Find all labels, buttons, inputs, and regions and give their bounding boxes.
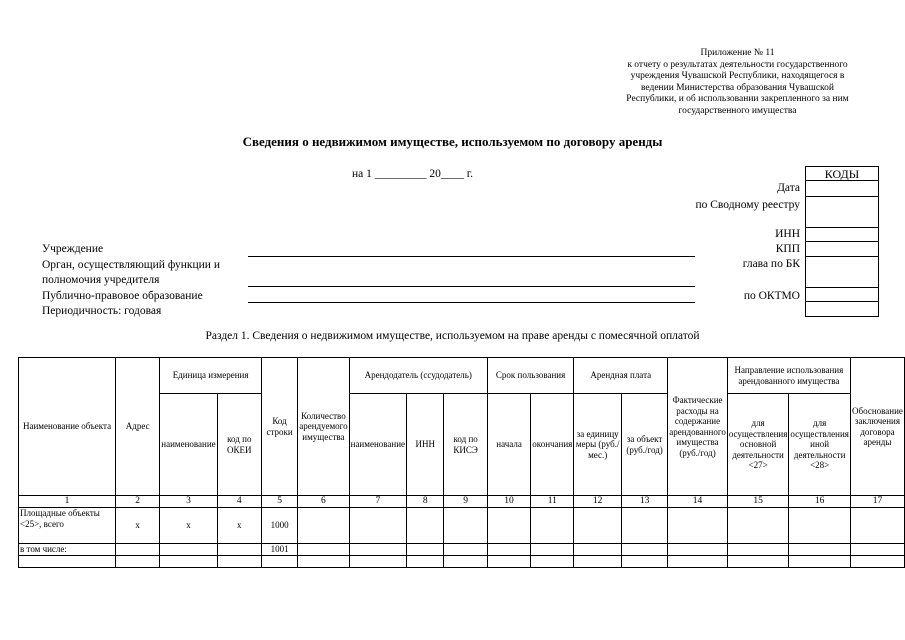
data-cell[interactable] bbox=[727, 508, 789, 544]
row-address bbox=[116, 544, 160, 556]
section-title: Раздел 1. Сведения о недвижимом имуществе, используемом на праве аренды с помесячной оплатой bbox=[205, 330, 700, 342]
header-rent-object: за объект (руб./год) bbox=[622, 394, 668, 496]
data-cell[interactable] bbox=[727, 544, 789, 556]
column-number: 13 bbox=[622, 496, 668, 508]
row-address bbox=[116, 556, 160, 568]
row-name: Площадные объекты <25>, всего bbox=[19, 508, 116, 544]
row-okei bbox=[217, 544, 261, 556]
label-periodicity: Периодичность: годовая bbox=[42, 305, 162, 317]
header-row-code: Код строки bbox=[261, 358, 297, 496]
label-kpp: КПП bbox=[775, 243, 800, 255]
report-date-line: на 1 _________ 20____ г. bbox=[352, 168, 474, 180]
data-cell[interactable] bbox=[349, 508, 406, 544]
header-basis: Обоснование заключения договора аренды bbox=[850, 358, 904, 496]
codes-box bbox=[805, 166, 879, 317]
data-cell[interactable] bbox=[727, 556, 789, 568]
label-date: Дата bbox=[777, 182, 800, 194]
column-number: 14 bbox=[668, 496, 728, 508]
header-name: Наименование объекта bbox=[19, 358, 116, 496]
data-cell[interactable] bbox=[444, 544, 487, 556]
row-unit-name: x bbox=[160, 508, 217, 544]
row-code bbox=[261, 556, 297, 568]
code-cell-periodicity[interactable] bbox=[806, 302, 878, 317]
header-term-end: окончания bbox=[531, 394, 574, 496]
data-cell[interactable] bbox=[407, 508, 444, 544]
header-direction: Направление использования арендованного имущества bbox=[727, 358, 850, 394]
data-cell[interactable] bbox=[668, 508, 728, 544]
header-lessor-inn: ИНН bbox=[407, 394, 444, 496]
public-entity-field[interactable] bbox=[248, 302, 695, 303]
row-code: 1001 bbox=[261, 544, 297, 556]
header-direction-other: для осуществления иной деятельности <28> bbox=[789, 394, 851, 496]
annex-line: учреждения Чувашской Республики, находящегося в bbox=[630, 71, 845, 81]
data-cell[interactable] bbox=[531, 508, 574, 544]
code-cell-date[interactable] bbox=[806, 181, 878, 197]
data-cell[interactable] bbox=[850, 556, 904, 568]
codes-header: КОДЫ bbox=[806, 167, 878, 181]
page-title: Сведения о недвижимом имуществе, используемом по договору аренды bbox=[242, 134, 663, 149]
column-number: 9 bbox=[444, 496, 487, 508]
row-code: 1000 bbox=[261, 508, 297, 544]
institution-field[interactable] bbox=[248, 256, 695, 257]
column-number: 8 bbox=[407, 496, 444, 508]
label-inn: ИНН bbox=[775, 228, 800, 240]
header-direction-main: для осуществления основной деятельности <27> bbox=[727, 394, 789, 496]
annex-line: Приложение № 11 bbox=[700, 48, 775, 58]
header-unit-name: наименование bbox=[160, 394, 217, 496]
row-address: x bbox=[116, 508, 160, 544]
data-cell[interactable] bbox=[407, 544, 444, 556]
data-cell[interactable] bbox=[622, 508, 668, 544]
column-number: 12 bbox=[574, 496, 622, 508]
data-cell[interactable] bbox=[531, 544, 574, 556]
header-lessor: Арендодатель (ссудодатель) bbox=[349, 358, 487, 394]
row-name bbox=[19, 556, 116, 568]
column-number: 4 bbox=[217, 496, 261, 508]
label-registry: по Сводному реестру bbox=[695, 199, 800, 211]
column-number: 3 bbox=[160, 496, 217, 508]
data-cell[interactable] bbox=[622, 556, 668, 568]
table-row bbox=[19, 556, 905, 568]
label-institution: Учреждение bbox=[42, 243, 104, 255]
header-quantity: Количество арендуемого имущества bbox=[298, 358, 349, 496]
data-cell[interactable] bbox=[349, 544, 406, 556]
data-cell[interactable] bbox=[574, 544, 622, 556]
code-cell-inn[interactable] bbox=[806, 228, 878, 242]
data-cell[interactable] bbox=[574, 556, 622, 568]
row-unit-name bbox=[160, 544, 217, 556]
data-cell[interactable] bbox=[789, 508, 851, 544]
header-term: Срок пользования bbox=[487, 358, 573, 394]
data-cell[interactable] bbox=[487, 556, 530, 568]
column-number: 11 bbox=[531, 496, 574, 508]
table-row bbox=[19, 508, 905, 544]
label-bk: глава по БК bbox=[742, 258, 800, 270]
header-address: Адрес bbox=[116, 358, 160, 496]
data-cell[interactable] bbox=[531, 556, 574, 568]
header-lessor-name: наименование bbox=[349, 394, 406, 496]
header-lessor-kise: код по КИСЭ bbox=[444, 394, 487, 496]
header-rent: Арендная плата bbox=[574, 358, 668, 394]
annex-line: Республики, и об использовании закрепленного за ним bbox=[626, 94, 849, 104]
column-number: 15 bbox=[727, 496, 789, 508]
row-okei: x bbox=[217, 508, 261, 544]
annex-line: ведении Министерства образования Чувашской bbox=[640, 82, 835, 93]
data-cell[interactable] bbox=[622, 544, 668, 556]
header-unit-okei: код по ОКЕИ bbox=[217, 394, 261, 496]
data-cell[interactable] bbox=[298, 556, 349, 568]
organ-field[interactable] bbox=[248, 286, 695, 287]
table-row bbox=[19, 544, 905, 556]
data-cell[interactable] bbox=[444, 556, 487, 568]
row-okei bbox=[217, 556, 261, 568]
row-unit-name bbox=[160, 556, 217, 568]
label-public-entity: Публично-правовое образование bbox=[42, 290, 203, 302]
label-oktmo: по ОКТМО bbox=[743, 290, 800, 302]
data-cell[interactable] bbox=[349, 556, 406, 568]
annex-line: государственного имущества bbox=[678, 105, 797, 116]
header-unit: Единица измерения bbox=[160, 358, 262, 394]
data-cell[interactable] bbox=[444, 508, 487, 544]
header-term-start: начала bbox=[487, 394, 530, 496]
label-organ-cont: полномочия учредителя bbox=[42, 274, 160, 286]
data-cell[interactable] bbox=[407, 556, 444, 568]
column-number: 10 bbox=[487, 496, 530, 508]
header-actual-costs: Фактические расходы на содержание арендованного имущества (руб./год) bbox=[668, 358, 728, 496]
data-cell[interactable] bbox=[789, 544, 851, 556]
code-cell-kpp[interactable] bbox=[806, 242, 878, 257]
column-number: 5 bbox=[261, 496, 297, 508]
data-cell[interactable] bbox=[574, 508, 622, 544]
data-cell[interactable] bbox=[668, 544, 728, 556]
data-cell[interactable] bbox=[487, 508, 530, 544]
column-number: 7 bbox=[349, 496, 406, 508]
column-number: 16 bbox=[789, 496, 851, 508]
code-cell-bk[interactable] bbox=[806, 257, 878, 288]
column-number: 1 bbox=[19, 496, 116, 508]
header-rent-unit: за единицу меры (руб./мес.) bbox=[574, 394, 622, 496]
label-organ: Орган, осуществляющий функции и bbox=[42, 259, 220, 271]
code-cell-registry[interactable] bbox=[806, 197, 878, 228]
code-cell-oktmo[interactable] bbox=[806, 288, 878, 302]
data-cell[interactable] bbox=[298, 508, 349, 544]
data-cell[interactable] bbox=[668, 556, 728, 568]
annex-line: к отчету о результатах деятельности государственного bbox=[627, 59, 848, 70]
lease-table bbox=[18, 357, 905, 568]
data-cell[interactable] bbox=[850, 508, 904, 544]
data-cell[interactable] bbox=[487, 544, 530, 556]
column-number: 6 bbox=[298, 496, 349, 508]
annex-note bbox=[600, 48, 875, 117]
column-number: 2 bbox=[116, 496, 160, 508]
row-name: в том числе: bbox=[19, 544, 116, 556]
data-cell[interactable] bbox=[850, 544, 904, 556]
column-number: 17 bbox=[850, 496, 904, 508]
data-cell[interactable] bbox=[298, 544, 349, 556]
data-cell[interactable] bbox=[789, 556, 851, 568]
